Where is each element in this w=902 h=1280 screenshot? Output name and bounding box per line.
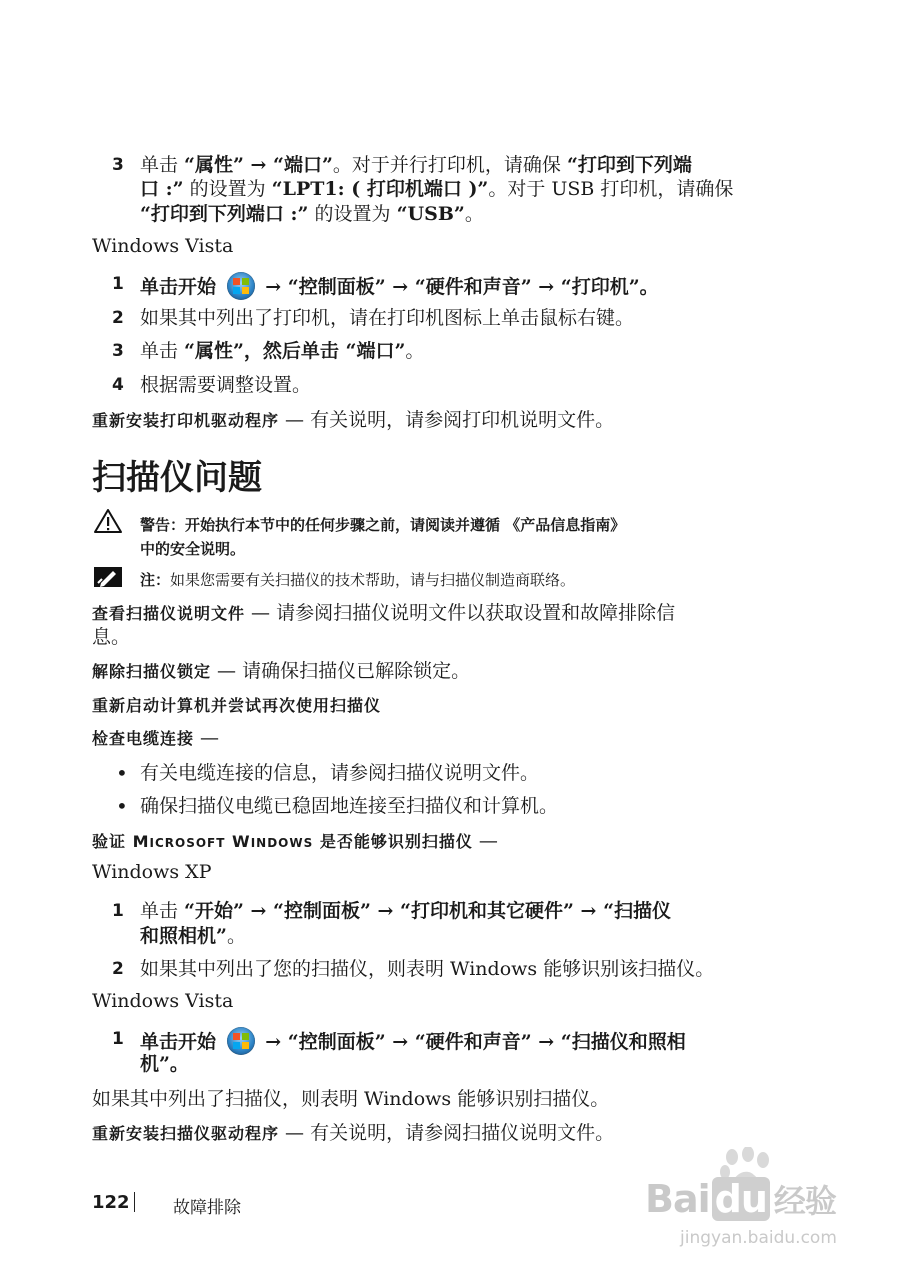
windows-vista-label: Windows Vista: [92, 990, 234, 1012]
reinstall-printer-driver: 重新安装打印机驱动程序 — 有关说明，请参阅打印机说明文件。: [92, 409, 615, 431]
vista-scanner-step1-line1: 单击开始 → “控制面板” → “硬件和声音” → “扫描仪和照相: [140, 1027, 686, 1055]
step-number: 1: [112, 901, 124, 921]
windows-start-icon: [227, 272, 255, 300]
step-number: 4: [112, 375, 124, 395]
bullet-item: 有关电缆连接的信息，请参阅扫描仪说明文件。: [140, 762, 540, 784]
check-cable: 检查电缆连接 —: [92, 727, 220, 749]
watermark-brand: Bai du 经验: [645, 1177, 836, 1221]
warning-line2: 中的安全说明。: [140, 540, 246, 558]
note-icon: [93, 566, 123, 588]
windows-vista-label: Windows Vista: [92, 235, 234, 257]
step-number: 2: [112, 959, 124, 979]
vista-printer-step3: 单击 “属性”，然后单击 “端口”。: [140, 340, 425, 362]
step-number: 3: [112, 341, 124, 361]
xp-step3-line2: 口 :” 的设置为 “LPT1: ( 打印机端口 )”。对于 USB 打印机，请确保: [140, 178, 734, 200]
step-number: 2: [112, 308, 124, 328]
section-title: 扫描仪问题: [92, 458, 262, 498]
vista-scanner-result: 如果其中列出了扫描仪，则表明 Windows 能够识别扫描仪。: [92, 1088, 610, 1110]
unlock-scanner: 解除扫描仪锁定 — 请确保扫描仪已解除锁定。: [92, 660, 471, 682]
windows-xp-label: Windows XP: [92, 861, 212, 883]
verify-windows: 验证 MICROSOFT WINDOWS 是否能够识别扫描仪 —: [92, 830, 498, 852]
check-scanner-docs-line2: 息。: [92, 626, 131, 648]
vista-printer-step1: 单击开始 → “控制面板” → “硬件和声音” → “打印机”。: [140, 272, 659, 300]
bullet-marker: •: [116, 761, 128, 785]
windows-start-icon: [227, 1027, 255, 1055]
vista-printer-step2: 如果其中列出了打印机，请在打印机图标上单击鼠标右键。: [140, 307, 635, 329]
xp-scanner-step1-line1: 单击 “开始” → “控制面板” → “打印机和其它硬件” → “扫描仪: [140, 900, 671, 922]
xp-step3-line3: “打印到下列端口 :” 的设置为 “USB”。: [140, 203, 484, 225]
footer-section-title: 故障排除: [173, 1198, 241, 1218]
bullet-marker: •: [116, 794, 128, 818]
xp-scanner-step1-line2: 和照相机”。: [140, 925, 246, 947]
step-number: 1: [112, 274, 124, 294]
xp-scanner-step2: 如果其中列出了您的扫描仪，则表明 Windows 能够识别该扫描仪。: [140, 958, 715, 980]
xp-step3-line1: 单击 “属性” → “端口”。对于并行打印机，请确保 “打印到下列端: [140, 154, 692, 176]
step-number: 1: [112, 1029, 124, 1049]
note-text: 注：如果您需要有关扫描仪的技术帮助，请与扫描仪制造商联络。: [140, 571, 576, 589]
page-number: 122: [92, 1192, 130, 1213]
watermark-url: jingyan.baidu.com: [680, 1228, 837, 1248]
check-scanner-docs: 查看扫描仪说明文件 — 请参阅扫描仪说明文件以获取设置和故障排除信: [92, 602, 676, 624]
restart-computer: 重新启动计算机并尝试再次使用扫描仪: [92, 696, 382, 715]
vista-scanner-step1-line2: 机”。: [140, 1053, 189, 1075]
warning-line1: 警告：开始执行本节中的任何步骤之前，请阅读并遵循 《产品信息指南》: [140, 516, 626, 534]
vista-printer-step4: 根据需要调整设置。: [140, 374, 312, 396]
reinstall-scanner-driver: 重新安装扫描仪驱动程序 — 有关说明，请参阅扫描仪说明文件。: [92, 1122, 615, 1144]
footer-separator: [134, 1192, 135, 1212]
warning-icon: [93, 508, 123, 534]
step-number: 3: [112, 155, 124, 175]
bullet-item: 确保扫描仪电缆已稳固地连接至扫描仪和计算机。: [140, 795, 559, 817]
